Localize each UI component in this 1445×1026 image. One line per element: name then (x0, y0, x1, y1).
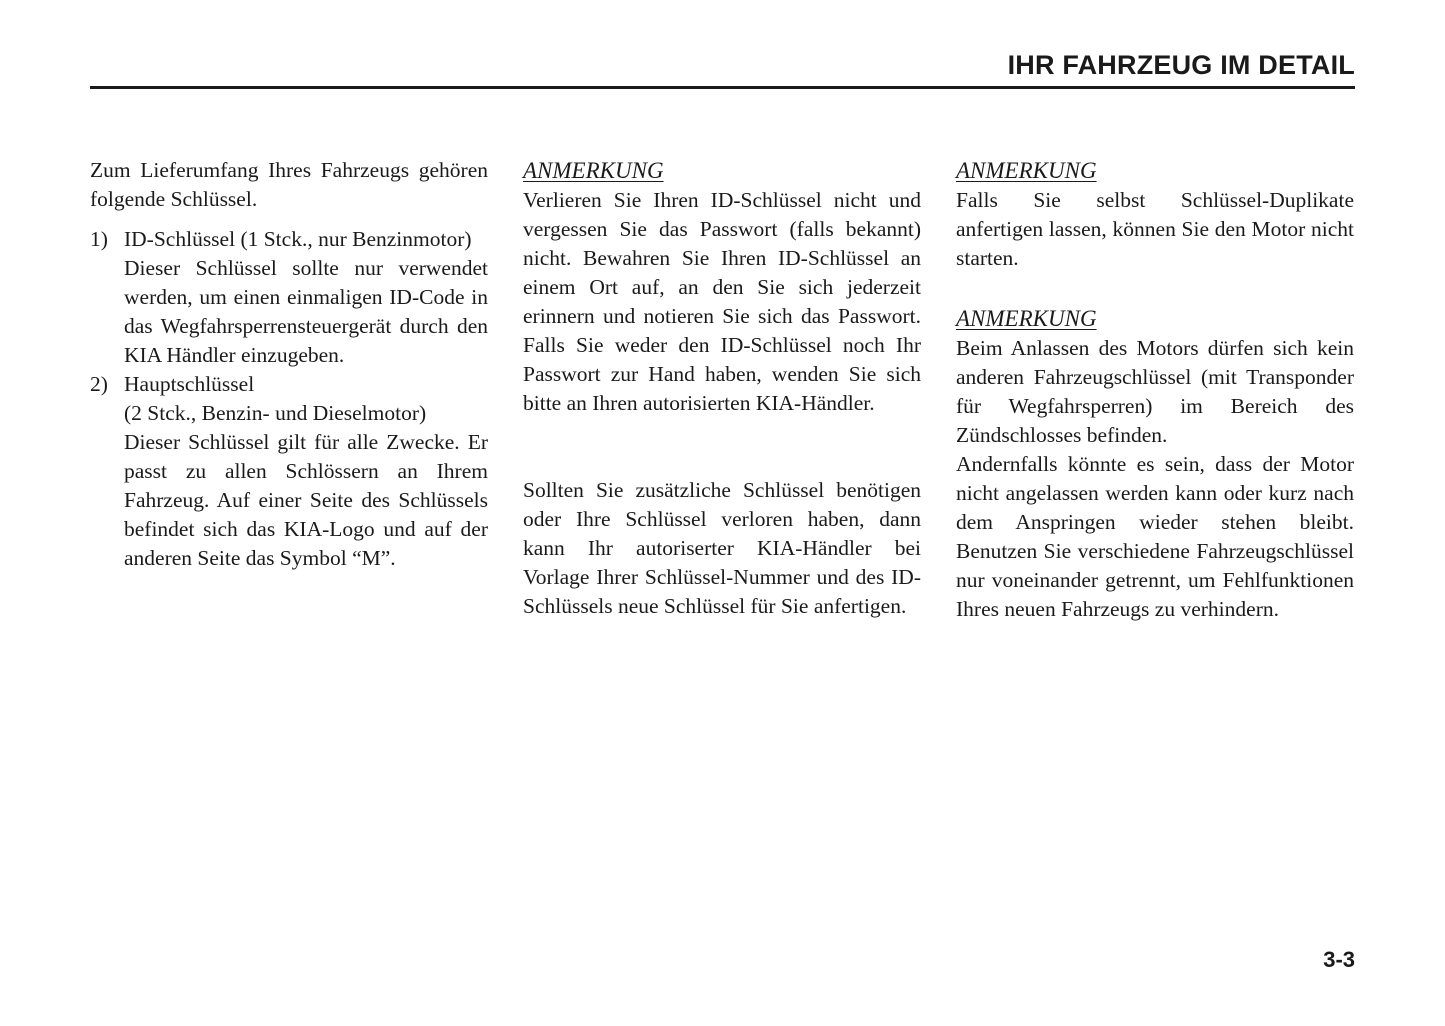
list-item-number: 2) (90, 372, 108, 396)
list-item-title: ID-Schlüssel (1 Stck., nur Benzinmotor) (124, 227, 472, 251)
list-item-number: 1) (90, 227, 108, 251)
note-text: Verlieren Sie Ihren ID-Schlüssel nicht und vergessen Sie das Passwort (falls bekannt) nicht. Bewahren Sie Ihren ID-Schlüssel an einem Ort auf, an den Sie sich jederzeit erinnern und notieren Sie sich das Passwort. Falls Sie weder den ID-Schlüssel noch Ihr Passwort zur Hand haben, wenden Sie sich bitte an Ihren autorisierten KIA-Händler. (523, 188, 921, 415)
note-heading: ANMERKUNG (956, 306, 1097, 331)
column-duplicate-notes (956, 156, 1354, 624)
section-title: IHR FAHRZEUG IM DETAIL (1007, 50, 1355, 80)
key-list (90, 225, 488, 573)
spacer (523, 418, 921, 476)
list-item (90, 225, 488, 370)
list-item-text: Dieser Schlüssel gilt für alle Zwecke. Er passt zu allen Schlössern an Ihrem Fahrzeug. Auf einer Seite des Schlüssels befindet sich das KIA-Logo und auf der anderen Seite das Symbol “M”. (124, 430, 488, 570)
column-keys-overview (90, 156, 488, 573)
note-heading: ANMERKUNG (523, 158, 664, 183)
list-item (90, 370, 488, 573)
list-item-subtitle: (2 Stck., Benzin- und Dieselmotor) (124, 401, 427, 425)
column-id-key-note (523, 156, 921, 621)
note-text: Beim Anlassen des Motors dürfen sich kein anderen Fahrzeugschlüssel (mit Transponder für Wegfahrsperren) im Bereich des Zündschlosses befinden. (956, 336, 1354, 447)
note-heading: ANMERKUNG (956, 158, 1097, 183)
spacer (956, 273, 1354, 304)
list-item-body (124, 225, 488, 370)
header-divider (90, 86, 1355, 89)
intro-paragraph: Zum Lieferumfang Ihres Fahrzeugs gehören folgende Schlüssel. (90, 158, 488, 211)
page-number: 3-3 (1323, 947, 1355, 972)
list-item-text: Dieser Schlüssel sollte nur verwendet werden, um einen einmaligen ID-Code in das Wegfahrsperrensteuergerät durch den KIA Händler einzugeben. (124, 256, 488, 367)
note-text: Falls Sie selbst Schlüssel-Duplikate anfertigen lassen, können Sie den Motor nicht starten. (956, 188, 1354, 270)
list-item-body (124, 370, 488, 573)
list-item-title: Hauptschlüssel (124, 372, 255, 396)
note-text-continued: Andernfalls könnte es sein, dass der Motor nicht angelassen werden kann oder kurz nach dem Anspringen wieder stehen bleibt. Benutzen Sie verschiedene Fahrzeugschlüssel nur voneinander getrennt, um Fehlfunktionen Ihres neuen Fahrzeugs zu verhindern. (956, 452, 1354, 621)
additional-keys-paragraph: Sollten Sie zusätzliche Schlüssel benötigen oder Ihre Schlüssel verloren haben, dann kann Ihr autoriserter KIA-Händler bei Vorlage Ihrer Schlüssel-Nummer und des ID-Schlüssels neue Schlüssel für Sie anfertigen. (523, 478, 921, 618)
